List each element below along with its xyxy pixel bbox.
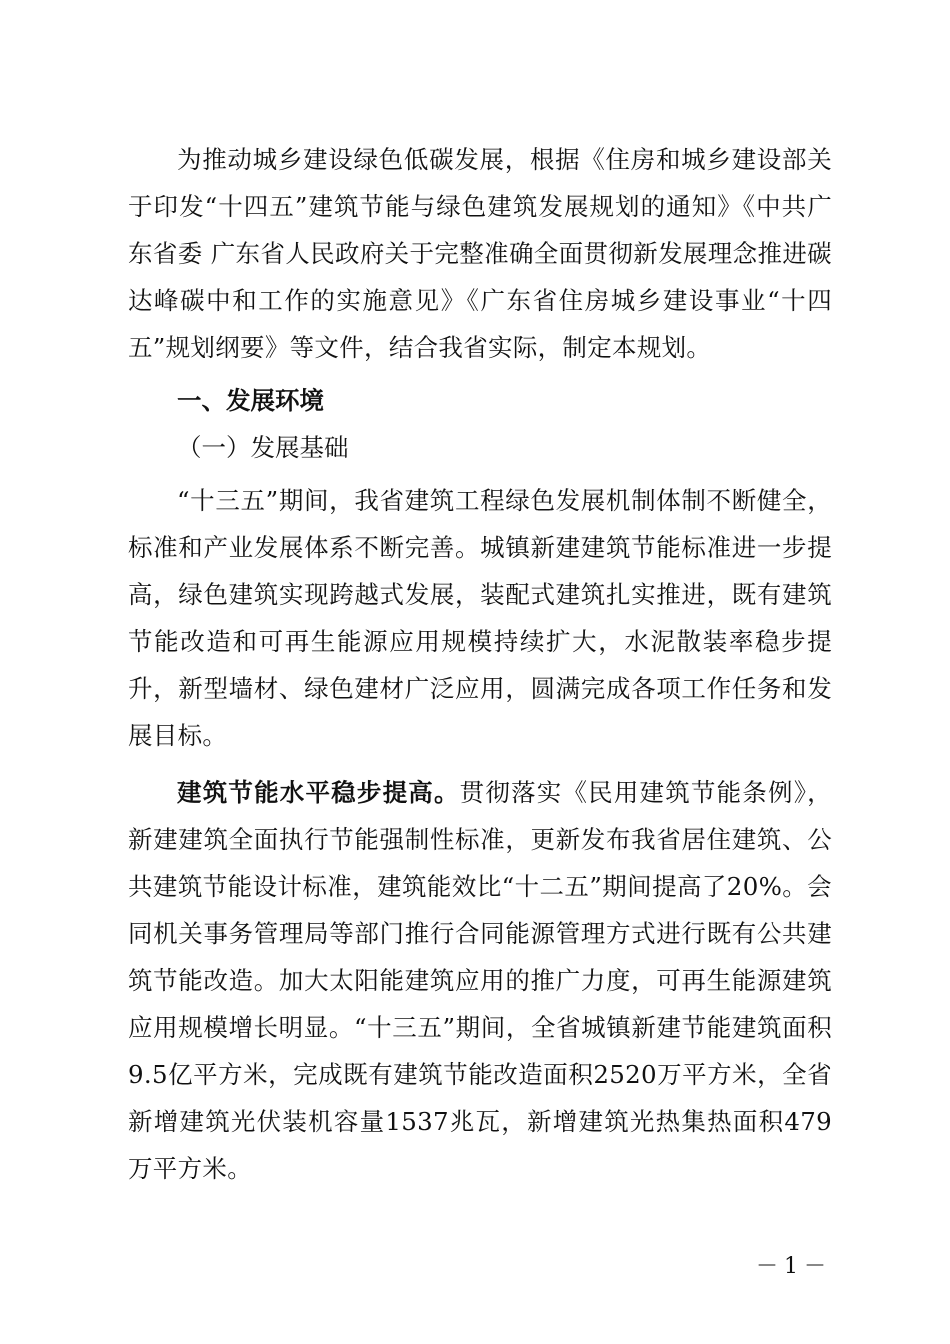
paragraph-body: 贯彻落实《民用建筑节能条例》，新建建筑全面执行节能强制性标准，更新发布我省居住建筑、公共建筑节能设计标准，建筑能效比“十二五”期间提高了20%。会同机关事务管理局等部门推行合同能源管理方式进行既有公共建筑节能改造。加大太阳能建筑应用的推广力度，可再生能源建筑应用规模增长明显。“十三五”期间，全省城镇新建节能建筑面积9.5亿平方米，完成既有建筑节能改造面积2520万平方米，全省新增建筑光伏装机容量1537兆瓦，新增建筑光热集热面积479万平方米。 (128, 778, 832, 1183)
section-heading: 一、发展环境 (177, 386, 324, 415)
paragraph-lead-bold: 建筑节能水平稳步提高。 (177, 778, 460, 807)
energy-saving-paragraph (128, 769, 832, 1192)
document-body (128, 136, 832, 1192)
intro-paragraph: 为推动城乡建设绿色低碳发展，根据《住房和城乡建设部关于印发“十四五”建筑节能与绿色建筑发展规划的通知》《中共广东省委 广东省人民政府关于完整准确全面贯彻新发展理念推进碳达峰碳中和工作的实施意见》《广东省住房城乡建设事业“十四五”规划纲要》等文件，结合我省实际，制定本规划。 (128, 145, 832, 362)
page-number: －1－ (756, 1254, 832, 1279)
subsection-heading: （一）发展基础 (177, 433, 349, 462)
development-basis-paragraph: “十三五”期间，我省建筑工程绿色发展机制体制不断健全，标准和产业发展体系不断完善。城镇新建建筑节能标准进一步提高，绿色建筑实现跨越式发展，装配式建筑扎实推进，既有建筑节能改造和可再生能源应用规模持续扩大，水泥散装率稳步提升，新型墙材、绿色建材广泛应用，圆满完成各项工作任务和发展目标。 (128, 486, 832, 750)
